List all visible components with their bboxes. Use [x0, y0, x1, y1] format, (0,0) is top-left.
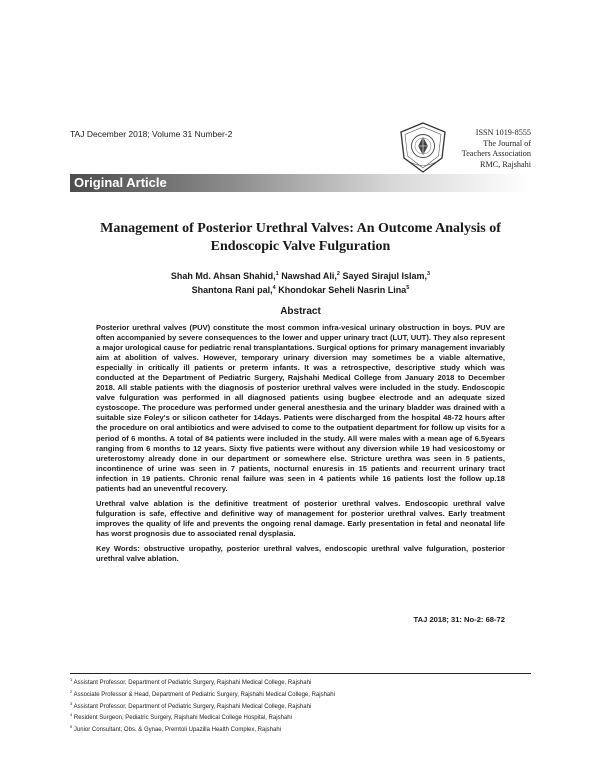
footnote-divider	[70, 673, 531, 674]
author-name: Nawshad Ali,	[281, 271, 337, 281]
footnote-number: 4	[70, 712, 73, 718]
author-list	[70, 268, 531, 296]
author-name: Shah Md. Ahsan Shahid,	[170, 271, 276, 281]
author-name: Shantona Rani pal,	[191, 285, 273, 295]
footnote-text: Associate Professor & Head, Department of Pediatric Surgery, Rajshahi Medical College, Rajshahi	[73, 691, 335, 698]
issn-line: The Journal of	[483, 138, 531, 148]
footnote-text: Resident Surgeon, Pediatric Surgery, Rajshahi Medical College Hospital, Rajshahi	[73, 715, 292, 722]
abstract-body	[96, 323, 505, 569]
author-affiliation-mark: 5	[406, 285, 410, 291]
author-name: Khondokar Seheli Nasrin Lina	[278, 285, 407, 295]
author-name: Sayed Sirajul Islam,	[342, 271, 427, 281]
author-affiliation-mark: 4	[272, 285, 276, 291]
footnote-text: Assistant Professor, Department of Pediatric Surgery, Rajshahi Medical College, Rajshahi	[73, 703, 312, 710]
footnote	[70, 676, 531, 688]
footnote-number: 1	[70, 677, 73, 682]
journal-reference: TAJ December 2018; Volume 31 Number-2	[70, 129, 233, 139]
author-affiliation-mark: 3	[427, 271, 431, 277]
footnote	[70, 688, 531, 700]
abstract-paragraph: Posterior urethral valves (PUV) constitute the most common infra-vesical urinary obstruction in boys. PUV are often accompanied by severe consequences to the lower and upper urinary tract (LUT, UUT). They also represent a major urological cause for pediatric renal transplantations. Surgical options for primary management invariably aim at abolition of valves. However, temporary urinary diversion may sometimes be a viable alternative, especially in critically ill patients or preterm infants. It was a retrospective, descriptive study which was conducted at the Department of Pediatric Surgery, Rajshahi Medical College from January 2018 to December 2018. All stable patients with the diagnosis of posterior urethral valves were included in the study. Endoscopic valve fulguration was performed in all diagnosed patients using bugbee electrode and an adequate sized cystoscope. The procedure was performed under general anesthesia and the urinary bladder was drained with a suitable size Foley's or silicon catheter for 14days. Patients were discharged from the hospital 48-72 hours after the procedure on oral antibiotics and were advised to come to the outpatient department for follow up visits for a period of 6 months. A total of 84 patients were included in the study. All were males with a mean age of 6.5years ranging from 6 months to 12 years. Sixty five patients were without any diversion while 19 had vesicostomy or ureterostomy already done in our department or somewhere else. Stricture urethra was seen in 5 patients, incontinence of urine was seen in 7 patients, nocturnal enuresis in 15 patients and recurrent urinary tract infection in 19 patients. Chronic renal failure was seen in 4 patients while 16 patients lost the follow up.18 patients had an uneventful recovery.	[96, 323, 505, 493]
footnote-number: 3	[70, 700, 73, 706]
footnotes	[70, 676, 531, 735]
journal-emblem-icon	[398, 122, 448, 174]
footnote	[70, 700, 531, 712]
footnote-text: Junior Consultant, Obs. & Gynae, Premtoli Upazilla Health Complex, Rajshahi	[73, 727, 281, 733]
author-affiliation-mark: 2	[336, 271, 340, 277]
footnote	[70, 711, 531, 723]
footnote-number: 2	[70, 688, 73, 694]
abstract-paragraph: Urethral valve ablation is the definitive treatment of posterior urethral valves. Endoscopic urethral valve fulguration is safe, effective and definitive way of management for posterior urethral valves. Early treatment improves the quality of life and prevents the ongoing renal damage. Early presentation in fetal and neonatal life has worst prognosis due to associated renal dysplasia.	[96, 498, 505, 538]
section-banner	[70, 174, 531, 192]
keywords-paragraph: Key Words: obstructive uropathy, posterior urethral valves, endoscopic urethral valve fulguration, posterior urethral valve ablation.	[96, 543, 505, 564]
footnote	[70, 723, 531, 735]
section-banner-label: Original Article	[74, 175, 167, 190]
footnote-number: 5	[70, 724, 73, 729]
issn-line: ISSN 1019-8555	[475, 128, 531, 137]
footnote-text: Assistant Professor, Department of Pediatric Surgery, Rajshahi Medical College, Rajshahi	[73, 680, 312, 686]
issn-line: Teachers Association	[461, 149, 531, 159]
author-affiliation-mark: 1	[275, 271, 279, 277]
article-title: Management of Posterior Urethral Valves: An Outcome Analysis of Endoscopic Valve Fulguration	[100, 221, 501, 254]
abstract-heading: Abstract	[280, 306, 321, 317]
issn-line: RMC, Rajshahi	[480, 159, 531, 169]
citation: TAJ 2018; 31: No-2: 68-72	[413, 615, 505, 624]
issn-block	[449, 128, 531, 170]
